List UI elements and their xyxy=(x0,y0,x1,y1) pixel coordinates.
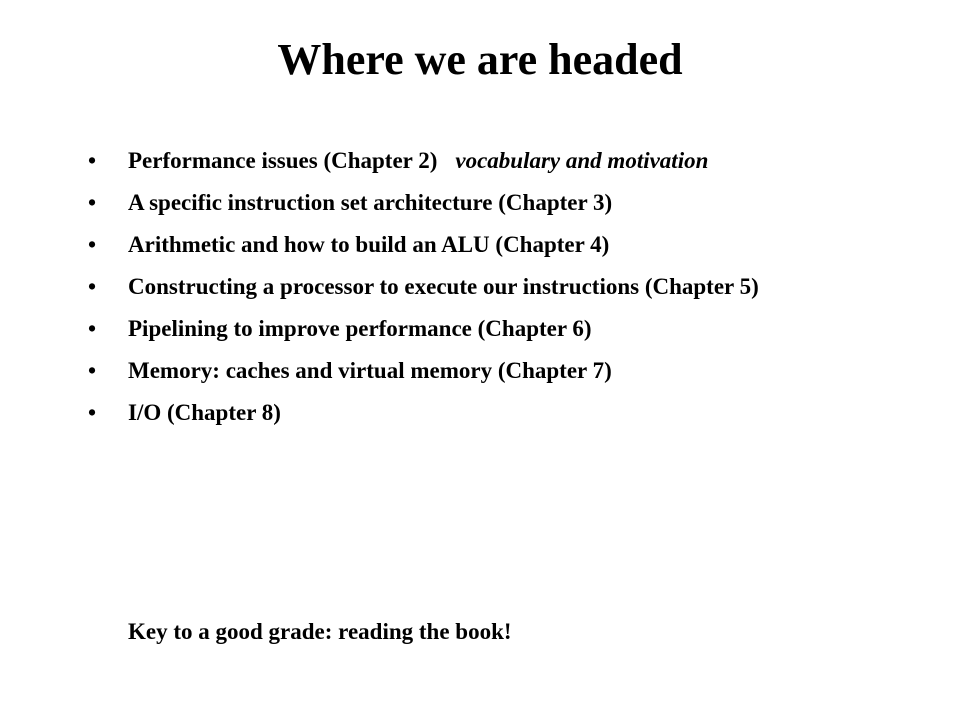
bullet-text: Arithmetic and how to build an ALU (Chapter 4) xyxy=(128,232,610,257)
bullet-text: I/O (Chapter 8) xyxy=(128,400,281,425)
bullet-text: A specific instruction set architecture (Chapter 3) xyxy=(128,190,613,215)
bullet-note: vocabulary and motivation xyxy=(455,148,709,173)
bullet-icon: • xyxy=(88,148,97,173)
bullet-text: Memory: caches and virtual memory (Chapter 7) xyxy=(128,358,612,383)
bullet-text: Pipelining to improve performance (Chapter 6) xyxy=(128,316,592,341)
bullet-item xyxy=(86,272,866,302)
slide-title: Where we are headed xyxy=(277,35,683,84)
bullet-icon: • xyxy=(88,358,97,383)
bullet-icon: • xyxy=(88,190,97,215)
bullet-item xyxy=(86,230,866,260)
bullet-item xyxy=(86,146,866,176)
bullet-item xyxy=(86,356,866,386)
bullet-text: Constructing a processor to execute our instructions (Chapter 5) xyxy=(128,274,759,299)
bullet-item xyxy=(86,188,866,218)
bullet-list xyxy=(86,146,866,440)
bullet-icon: • xyxy=(88,274,97,299)
bullet-item xyxy=(86,314,866,344)
bullet-icon: • xyxy=(88,232,97,257)
bullet-icon: • xyxy=(88,400,97,425)
bullet-text: Performance issues (Chapter 2) xyxy=(128,148,438,173)
footer-note: Key to a good grade: reading the book! xyxy=(128,619,512,644)
bullet-icon: • xyxy=(88,316,97,341)
bullet-item xyxy=(86,398,866,428)
